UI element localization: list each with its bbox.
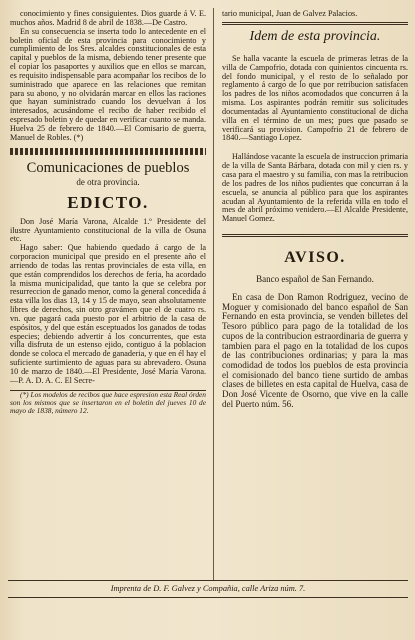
- double-rule: [222, 22, 408, 25]
- section-title: Comunicaciones de pueblos: [26, 159, 190, 176]
- column-divider: [213, 8, 214, 580]
- ornamental-rule: [10, 148, 206, 155]
- footer-rule: [8, 597, 408, 598]
- aviso-title: AVISO.: [284, 249, 346, 267]
- comisario-paragraph: En su consecuencia se inserta todo lo antecedente en el boletin oficial de esta provincia para conocimiento y cumplimiento de los Sres. alcaldes constitucionales de esta capital y pueblos de la misma, debiendo tener presente que el copiar los pasaportes y auxilios que en ellos se marcan, es requisito indispensable para acompañar los recibos de lo suministrado que aparece en las relaciones que remitan para su abono, y no olvidarán marcar en ellos las raciones que hayan suministrado cuando los devuelvan á los interesados, acusándome el recibo de haber recibido el espresado boletin y de quedar en verificar cuanto se manda. Huelva 25 de febrero de 1840.—El Comisario de guerra, Manuel de Robles. (*): [10, 26, 206, 142]
- footer-rule: [8, 580, 408, 581]
- banco-title: Banco español de San Fernando.: [256, 274, 374, 285]
- idem-title: Idem de esta provincia.: [249, 28, 381, 44]
- santa-barbara-notice: Hallándose vacante la escuela de instruccion primaria de la villa de Santa Bárbara, dotada con mil y cien rs. y casa para el maestro y su familia, con mas la retribucion de los padres de los niños pudientes que concurran á la escuela, se anuncia al público para que los aspirantes acudan al Ayuntamiento de la referida villa en todo el mes de abril próximo venidero.—El Alcalde Presidente, Manuel Gomez.: [222, 152, 408, 224]
- edicto-title: EDICTO.: [67, 192, 149, 212]
- edicto-body: Hago saber: Que habiendo quedado á cargo de la corporacion municipal que presido en el presente año el arriendo de todas las rentas provinciales de esta villa, en que están comprendidos los derechos de feria, ha acordado la misma municipalidad, que tanto la que se celebra por resurreccion de ganado menor, como la general concedida á esta villa los dias 13, 14 y 15 de mayo, sean absolutamente libres de derechos, sin otro gravámen que el de cuatro rs. vn. que pagará cada puesto por el arbitrio de la casa de espósitos, y del que están esceptuados los ganados de todas especies; debiendo advertir á los concurrentes, que esta villa disfruta de un estenso ejido, contiguo á la poblacion donde se coloca el mercado de ganaderia, y que en él hay el suficiente surtimiento de aguas para su abrevadero. Osuna 10 de marzo de 1840.—El Presidente, José María Varona.—P. A. D. A. C. El Secre-: [10, 243, 206, 385]
- aviso-body: En casa de Don Ramon Rodriguez, vecino de Moguer y comisionado del banco español de San Fernando en esta provincia, se venden billetes del Tesoro público para pago de la totalidad de los cupos de la contribucion estraordinaria de guerra y tambien para el pago en la totalidad de los cupos de las contribuciones ordinarias; y para la mas comodidad de todos los pueblos de esta provincia el comisionado del banco tiene surtido de ambas clases de billetes en esta capital de Huelva, casa de Don José Vicente de Osorno, que vive en la calle del Puerto núm. 56.: [222, 292, 408, 409]
- campofrio-notice: Se halla vacante la escuela de primeras letras de la villa de Campofrio, dotada con quinientos cincuenta rs. del fondo municipal, y el resto de lo señalado por reglamento á cargo de lo que por retribucion satisfacen los padres de los niños acomodados que concurren á la misma. Los aspirantes podrán remitir sus solicitudes documentadas al Ayuntamiento constitucional de dicha villa en el término de un mes; pues que pasado se verificará su provision. Campofrio 21 de febrero de 1840.—Santiago Lopez.: [222, 53, 408, 143]
- section-subtitle: de otra provincia.: [76, 176, 140, 187]
- printer-imprint: Imprenta de D. F. Galvez y Compañia, calle Ariza núm. 7.: [110, 584, 306, 593]
- footnote: (*) Los modelos de recibos que hace espresion esta Real órden son los mismos que se insertaron en el boletin del jueves 10 de mayo de 1838, número 12.: [10, 389, 206, 415]
- double-rule: [222, 234, 408, 237]
- continued-paragraph: conocimiento y fines consiguientes. Dios guarde á V. E. muchos años. Madrid 8 de abril de 1838.—De Castro.: [10, 9, 206, 27]
- left-column: [10, 10, 206, 415]
- carry-over-line: tario municipal, Juan de Galvez Palacios.: [222, 9, 358, 18]
- edicto-intro: Don José María Varona, Alcalde 1.º Presidente del ilustre Ayuntamiento constitucional de la villa de Osuna etc.: [10, 216, 206, 244]
- right-column: [222, 10, 408, 409]
